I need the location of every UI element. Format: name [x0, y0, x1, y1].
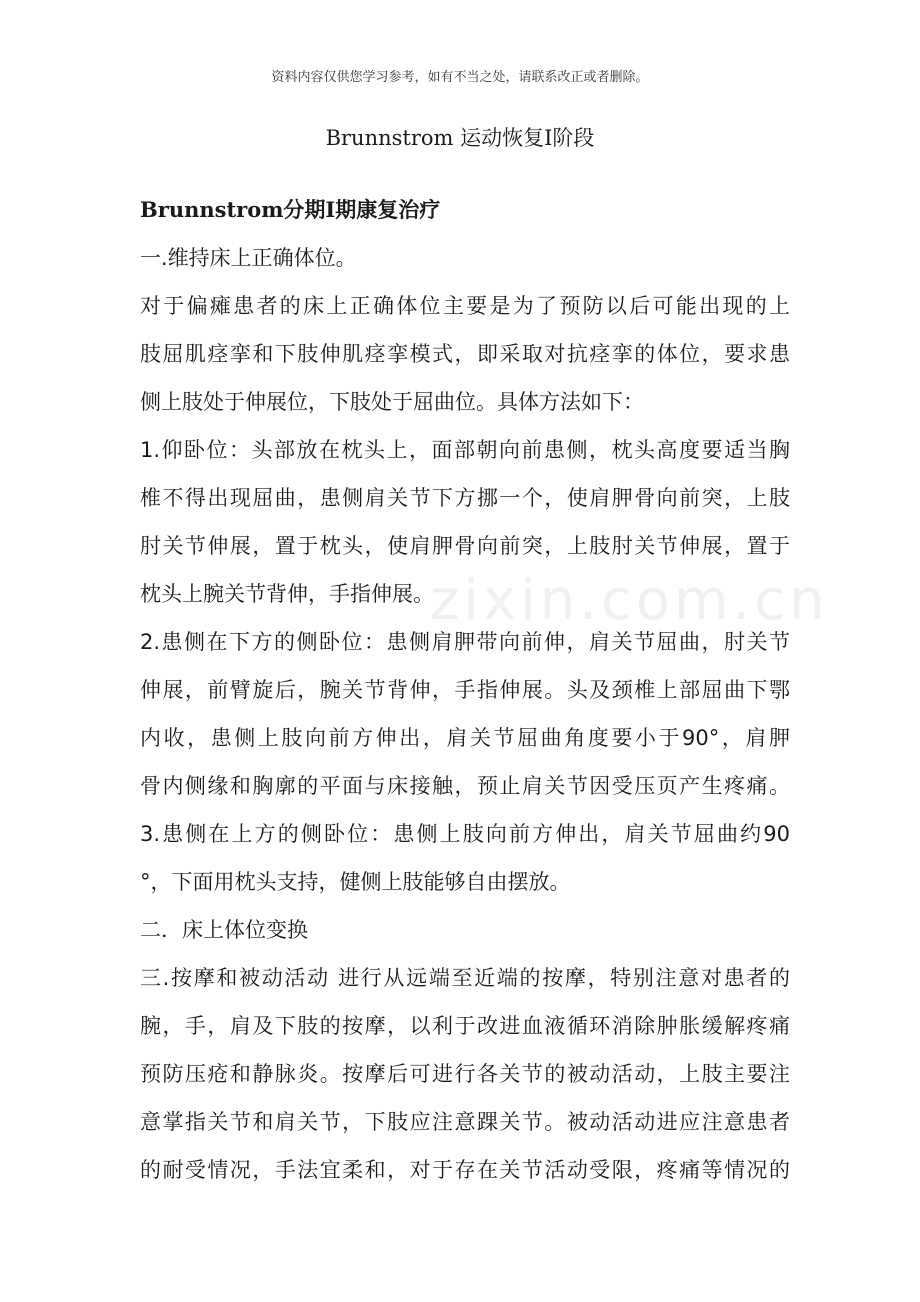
document-title: Brunnstrom 运动恢复Ⅰ阶段	[325, 126, 595, 150]
paragraph-line: 2.患侧在下方的侧卧位：患侧肩胛带向前伸，肩关节屈曲，肘关节	[140, 630, 790, 654]
watermark: zixin.com.cn	[430, 568, 829, 633]
paragraph-line: 3.患侧在上方的侧卧位：患侧上肢向前方伸出，肩关节屈曲约90	[140, 822, 790, 846]
paragraph-line: 骨内侧缘和胸廓的平面与床接触，预止肩关节因受压页产生疼痛。	[140, 774, 790, 798]
paragraph-line: 意掌指关节和肩关节，下肢应注意踝关节。被动活动进应注意患者	[140, 1110, 790, 1134]
paragraph-line: 对于偏瘫患者的床上正确体位主要是为了预防以后可能出现的上	[140, 294, 790, 318]
paragraph-line: 1.仰卧位：头部放在枕头上，面部朝向前患侧，枕头高度要适当胸	[140, 438, 790, 462]
paragraph-line: 伸展，前臂旋后，腕关节背伸，手指伸展。头及颈椎上部屈曲下鄂	[140, 678, 790, 702]
document-body	[140, 186, 829, 1194]
paragraph-line: 椎不得出现屈曲，患侧肩关节下方挪一个，使肩胛骨向前突，上肢	[140, 486, 790, 510]
section-heading: Brunnstrom分期Ⅰ期康复治疗	[140, 197, 441, 222]
paragraph-line: 腕，手，肩及下肢的按摩，以利于改进血液循环消除肿胀缓解疼痛	[140, 1014, 790, 1038]
paragraph-line: 内收，患侧上肢向前方伸出，肩关节屈曲角度要小于90°，肩胛	[140, 726, 790, 750]
paragraph-line: 枕头上腕关节背伸，手指伸展。	[140, 582, 434, 606]
paragraph-line: 的耐受情况，手法宜柔和，对于存在关节活动受限，疼痛等情况的	[140, 1158, 790, 1182]
header-disclaimer: 资料内容仅供您学习参考，如有不当之处，请联系改正或者删除。	[271, 70, 649, 85]
paragraph-line: 侧上肢处于伸展位，下肢处于屈曲位。具体方法如下：	[140, 390, 644, 414]
paragraph-line: 肢屈肌痉挛和下肢伸肌痉挛模式，即采取对抗痉挛的体位，要求患	[140, 342, 790, 366]
paragraph-line: 三.按摩和被动活动 进行从远端至近端的按摩，特别注意对患者的	[140, 966, 790, 990]
paragraph-line: 一.维持床上正确体位。	[140, 246, 357, 270]
paragraph-line: 肘关节伸展，置于枕头，使肩胛骨向前突，上肢肘关节伸展，置于	[140, 534, 790, 558]
paragraph-line: 预防压疮和静脉炎。按摩后可进行各关节的被动活动，上肢主要注	[140, 1062, 790, 1086]
paragraph-line: 二．床上体位变换	[140, 918, 308, 942]
paragraph-line: °，下面用枕头支持，健侧上肢能够自由摆放。	[140, 870, 571, 894]
